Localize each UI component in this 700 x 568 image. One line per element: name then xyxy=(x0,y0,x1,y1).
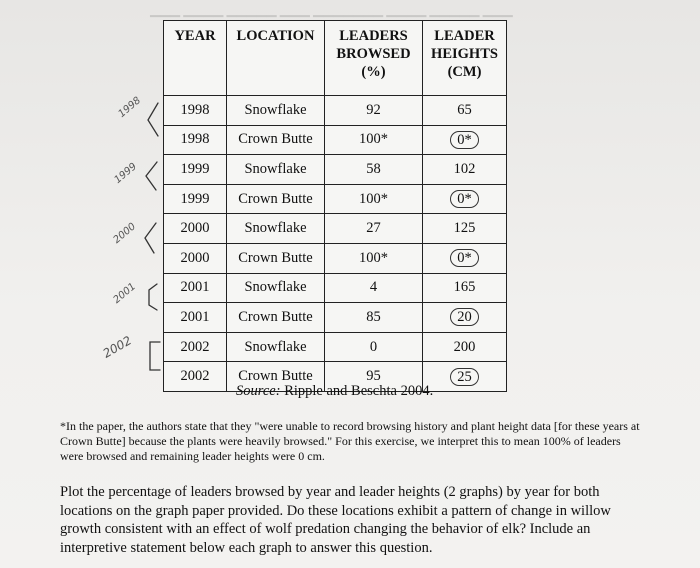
cell-year-value: 2000 xyxy=(180,220,210,237)
cell-height-value: 200 xyxy=(453,338,476,355)
cell-height-value: 0* xyxy=(450,131,479,149)
cell-year-value: 1998 xyxy=(180,101,210,118)
handwritten-year-1998: 1998 xyxy=(116,95,144,120)
cell-height-value: 65 xyxy=(457,101,472,118)
cell-year-value: 2002 xyxy=(180,368,210,385)
cell-browsed-value: 100* xyxy=(359,131,388,148)
cell-location-value: Crown Butte xyxy=(238,131,313,148)
cell-height-value: 165 xyxy=(453,279,476,296)
cell-location-value: Snowflake xyxy=(244,160,307,177)
cell-year-value: 2001 xyxy=(180,279,210,296)
handwritten-year-1999: 1999 xyxy=(112,161,140,186)
cell-browsed-value: 92 xyxy=(366,101,381,118)
header-leader-heights: LEADER HEIGHTS (CM) xyxy=(423,21,507,96)
bleed-through-text: ▁▁▁ ▁▁▁▁ ▁▁▁▁▁ ▁▁▁ ▁▁▁▁▁▁▁ ▁▁▁▁ ▁▁▁▁▁ ▁▁▁ xyxy=(150,2,513,17)
header-location: LOCATION xyxy=(227,21,325,96)
handwritten-year-2001: 2001 xyxy=(111,281,139,306)
bracket-1998 xyxy=(148,103,158,136)
cell-browsed-value: 58 xyxy=(366,160,381,177)
cell-location-value: Snowflake xyxy=(244,220,307,237)
handwritten-year-2002: 2002 xyxy=(100,333,135,361)
cell-location-value: Crown Butte xyxy=(238,308,313,325)
bracket-2002 xyxy=(150,342,160,370)
cell-height-value: 20 xyxy=(450,308,479,326)
cell-height-value: 102 xyxy=(453,160,476,177)
cell-year-value: 1998 xyxy=(180,131,210,148)
assignment-prompt: Plot the percentage of leaders browsed by year and leader heights (2 graphs) by year for both locations on the graph paper provided. Do these locations exhibit a pattern of change in willow growth consistent with an effect of wolf predation changing the behavior of elk? Include an interpretive statement below each graph to answer this question. xyxy=(60,484,611,556)
cell-browsed-value: 95 xyxy=(366,368,381,385)
cell-year-value: 1999 xyxy=(180,190,210,207)
cell-year-value: 2002 xyxy=(180,338,210,355)
footnote: *In the paper, the authors state that they "were unable to record browsing history and plant height data [for these years at Crown Butte] because the plants were heavily browsed." For this exercise, we interpret this to mean 100% of leaders were browsed and remaining leader heights were 0 cm. xyxy=(60,419,640,463)
cell-year-value: 1999 xyxy=(180,160,210,177)
cell-browsed-value: 0 xyxy=(369,338,378,355)
handwritten-year-2000: 2000 xyxy=(111,221,139,246)
cell-location-value: Crown Butte xyxy=(238,190,313,207)
cell-browsed-value: 100* xyxy=(359,190,388,207)
bracket-1999 xyxy=(146,162,157,190)
cell-browsed-value: 4 xyxy=(369,279,378,296)
source-label: Source: xyxy=(236,383,281,399)
cell-height-value: 0* xyxy=(450,190,479,208)
cell-height-value: 0* xyxy=(450,249,479,267)
cell-browsed-value: 100* xyxy=(359,249,388,266)
bracket-2001 xyxy=(149,284,157,310)
cell-location-value: Snowflake xyxy=(244,101,307,118)
source-text: Ripple and Beschta 2004. xyxy=(284,383,434,399)
cell-height-value: 25 xyxy=(450,368,479,386)
cell-year-value: 2000 xyxy=(180,249,210,266)
cell-location-value: Crown Butte xyxy=(238,368,313,385)
cell-location-value: Snowflake xyxy=(244,338,307,355)
cell-location-value: Crown Butte xyxy=(238,249,313,266)
cell-height-value: 125 xyxy=(453,220,476,237)
bracket-2000 xyxy=(145,223,156,253)
cell-location-value: Snowflake xyxy=(244,279,307,296)
cell-browsed-value: 85 xyxy=(366,308,381,325)
header-year: YEAR xyxy=(164,21,227,96)
cell-year-value: 2001 xyxy=(180,308,210,325)
header-leaders-browsed: LEADERS BROWSED (%) xyxy=(325,21,423,96)
cell-browsed-value: 27 xyxy=(366,220,381,237)
